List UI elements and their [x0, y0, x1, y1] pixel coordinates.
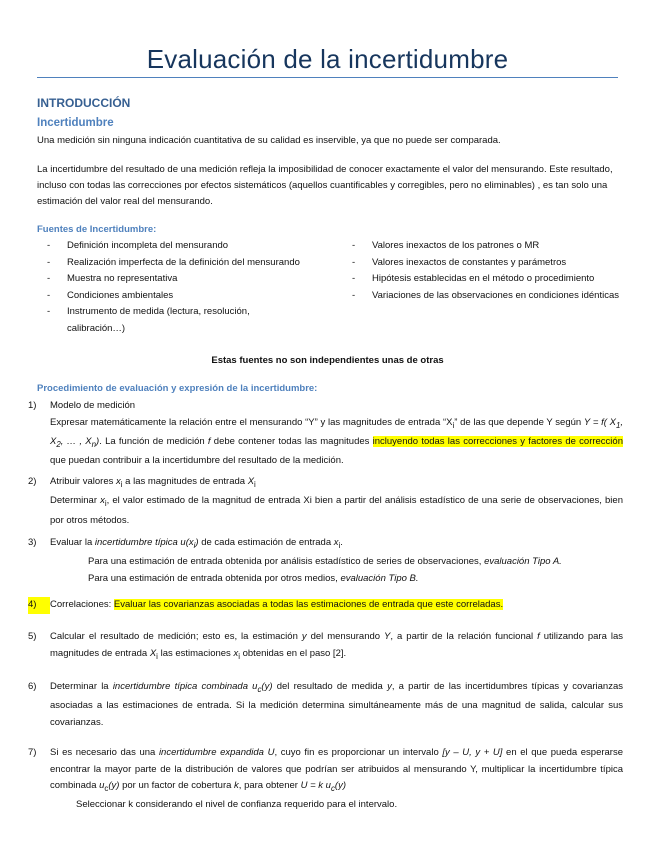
- step-2: 2) Atribuir valores $x_i$ a las magnitudes de entrada $X_i$ Determinar $x_i$, el valor estimado de la magnitud de entrada Xi bien a partir del análisis estadístico de una serie de observaciones, bien por otros métodos.: [28, 474, 623, 529]
- procedure-heading: Procedimiento de evaluación y expresión de la incertidumbre:: [37, 383, 318, 394]
- list-item: - Instrumento de medida (lectura, resolución, calibración…): [37, 304, 307, 337]
- step-body: Determinar $x_i$, el valor estimado de la magnitud de entrada Xi bien a partir del análisis estadístico de una serie de observaciones, bien por otros métodos.: [50, 495, 623, 526]
- step-number: 5): [28, 631, 37, 642]
- sources-note: Estas fuentes no son independientes unas de otras: [211, 355, 444, 366]
- intro-paragraph-2: La incertidumbre del resultado de una medición refleja la imposibilidad de conocer exactamente el valor del mensurando. Este resultado, incluso con todas las correcciones por efectos sistemáticos (aquellos cuantificables y corregibles, pero no eliminables) , es tan solo una estimación del valor real del mensurando.: [37, 164, 613, 207]
- step-7: 7) Si es necesario das una incertidumbre expandida U, cuyo fin es proporcionar un intervalo [y – U, y + U] en el que pueda esperarse encontrar la mayor parte de la distribución de valores que podrían ser atribuidos al mensurando Y, multiplicar la incertidumbre típica combinada $u_c(y)$ por un factor de cobertura k, para obtener U = k $u_c(y)$ Seleccionar k considerando el nivel de confianza requerido para el intervalo.: [28, 745, 623, 814]
- step-number: 2): [28, 476, 37, 487]
- page-title: Evaluación de la incertidumbre: [146, 44, 509, 74]
- sources-left-list: [37, 238, 307, 337]
- sources-right-list: [342, 238, 624, 304]
- step-body: Seleccionar k considerando el nivel de confianza requerido para el intervalo.: [76, 799, 398, 811]
- list-item: - Muestra no representativa: [37, 271, 307, 288]
- step-number: 4): [28, 597, 50, 614]
- step-body: Para una estimación de entrada obtenida por análisis estadístico de series de observaciones, evaluación Tipo A.: [88, 556, 562, 568]
- step-body: Expresar matemáticamente la relación entre el mensurando “Y” y las magnitudes de entrada “$X_i$” de las que depende Y según Y = f( $X_1$, $X_2$, … , $X_n$). La función de medición f debe contener todas las magnitudes incluyendo todas las correcciones y factores de corrección que puedan contribuir a la incertidumbre del resultado de la medición.: [50, 416, 624, 467]
- sources-heading: Fuentes de Incertidumbre:: [37, 224, 157, 235]
- list-item: - Definición incompleta del mensurando: [37, 238, 307, 255]
- step-5: 5) Calcular el resultado de medición; esto es, la estimación y del mensurando Y, a partir de la relación funcional f utilizando para las magnitudes de entrada $X_i$ las estimaciones $x_i$ obtenidas en el paso [2].: [28, 631, 623, 661]
- step-1: [28, 398, 623, 470]
- list-item: - Realización imperfecta de la definición del mensurando: [37, 255, 307, 272]
- step-3: 3) Evaluar la incertidumbre típica $u(x_i)$ de cada estimación de entrada $x_i$. Para una estimación de entrada obtenida por análisis estadístico de series de observaciones, evaluación Tipo A. Para una estimación de entrada obtenida por otros medios, evaluación Tipo B.: [28, 535, 623, 587]
- step-6: 6) Determinar la incertidumbre típica combinada $u_c(y)$ del resultado de medida y, a partir de las incertidumbres típicas y covarianzas asociadas a las estimaciones de entrada. Si la medición determina simultáneamente más de una magnitud de salida, calcular sus covarianzas.: [28, 681, 623, 728]
- incertidumbre-subheading: Incertidumbre: [37, 117, 114, 129]
- highlight: incluyendo todas las correcciones y factores de corrección: [372, 435, 623, 447]
- step-body: Para una estimación de entrada obtenida por otros medios, evaluación Tipo B.: [88, 572, 419, 584]
- intro-heading: INTRODUCCIÓN: [37, 96, 131, 110]
- step-title: Modelo de medición: [50, 400, 136, 411]
- list-item: - Condiciones ambientales: [37, 288, 307, 305]
- highlight: Evaluar las covarianzas asociadas a todas las estimaciones de entrada que este correladas.: [113, 599, 504, 610]
- step-number: 6): [28, 681, 37, 692]
- list-item: - Variaciones de las observaciones en condiciones idénticas: [342, 288, 624, 305]
- intro-paragraph-1: Una medición sin ninguna indicación cuantitativa de su calidad es inservible, ya que no puede ser comparada.: [37, 135, 501, 146]
- step-number: 3): [28, 537, 37, 548]
- title-underline: [37, 77, 618, 78]
- list-item: - Valores inexactos de constantes y parámetros: [342, 255, 624, 272]
- step-number: 1): [28, 400, 37, 411]
- step-4: 4) Correlaciones: Evaluar las covarianzas asociadas a todas las estimaciones de entrada que este correladas.: [28, 597, 623, 614]
- step-number: 7): [28, 747, 37, 758]
- list-item: - Valores inexactos de los patrones o MR: [342, 238, 624, 255]
- list-item: - Hipótesis establecidas en el método o procedimiento: [342, 271, 624, 288]
